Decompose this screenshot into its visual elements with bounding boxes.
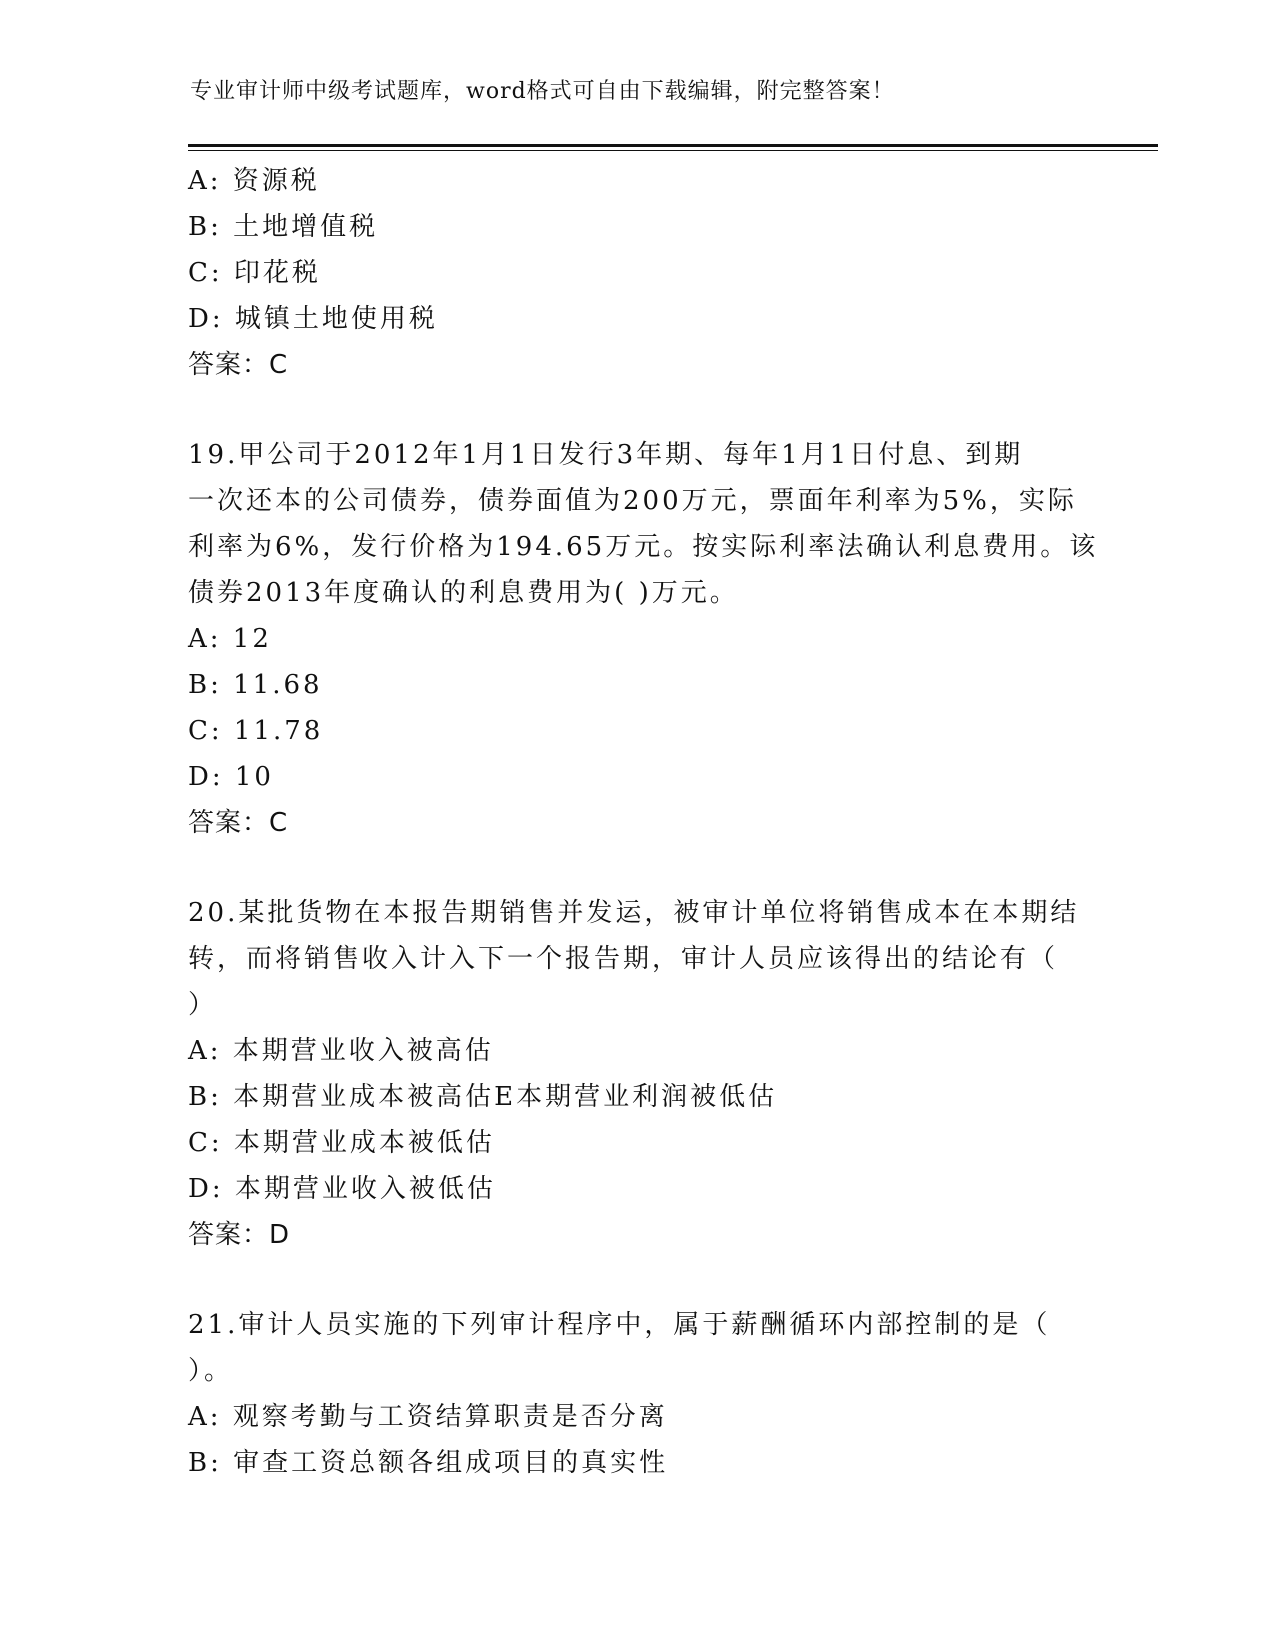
question-line: 20.某批货物在本报告期销售并发运，被审计单位将销售成本在本期结 [188, 898, 1080, 928]
option-c: C: 印花税 [188, 258, 321, 288]
option-d: D: 城镇土地使用税 [188, 304, 438, 334]
prev-question [188, 158, 1088, 388]
option-a: A: 资源税 [188, 166, 320, 196]
spacer [188, 1258, 1088, 1302]
header-rule-thick [188, 144, 1158, 147]
question-21 [188, 1302, 1088, 1486]
option-b: B: 审查工资总额各组成项目的真实性 [188, 1448, 669, 1478]
option-a: A: 观察考勤与工资结算职责是否分离 [188, 1402, 668, 1432]
option-b: B: 本期营业成本被高估E本期营业利润被低估 [188, 1082, 778, 1112]
question-line: 转，而将销售收入计入下一个报告期，审计人员应该得出的结论有（ [188, 944, 1059, 974]
question-line: ） [188, 990, 218, 1020]
option-d: D: 本期营业收入被低估 [188, 1174, 496, 1204]
question-line: 利率为6%，发行价格为194.65万元。按实际利率法确认利息费用。该 [188, 532, 1099, 562]
option-d: D: 10 [188, 762, 274, 792]
question-line: 一次还本的公司债券，债券面值为200万元，票面年利率为5%，实际 [188, 486, 1077, 516]
question-text [188, 432, 1099, 616]
question-20 [188, 890, 1088, 1258]
option-b: B: 11.68 [188, 670, 323, 700]
question-content [188, 158, 1099, 1486]
spacer [188, 388, 1088, 432]
question-text [188, 1302, 1088, 1394]
answer: 答案：C [188, 350, 289, 380]
question-line: 19.甲公司于2012年1月1日发行3年期、每年1月1日付息、到期 [188, 440, 1024, 470]
header-rule-thin [188, 150, 1158, 151]
answer: 答案：C [188, 808, 289, 838]
option-a: A: 本期营业收入被高估 [188, 1036, 494, 1066]
question-19 [188, 432, 1099, 846]
spacer [188, 846, 1088, 890]
question-text [188, 890, 1088, 1028]
question-line: ）。 [188, 1356, 234, 1386]
answer: 答案：D [188, 1220, 291, 1250]
question-line: 21.审计人员实施的下列审计程序中，属于薪酬循环内部控制的是（ [188, 1310, 1051, 1340]
option-c: C: 11.78 [188, 716, 324, 746]
option-a: A: 12 [188, 624, 272, 654]
page-header: 专业审计师中级考试题库，word格式可自由下载编辑，附完整答案！ [190, 79, 895, 104]
option-c: C: 本期营业成本被低估 [188, 1128, 495, 1158]
question-line: 债券2013年度确认的利息费用为( )万元。 [188, 578, 739, 608]
option-b: B: 土地增值税 [188, 212, 379, 242]
